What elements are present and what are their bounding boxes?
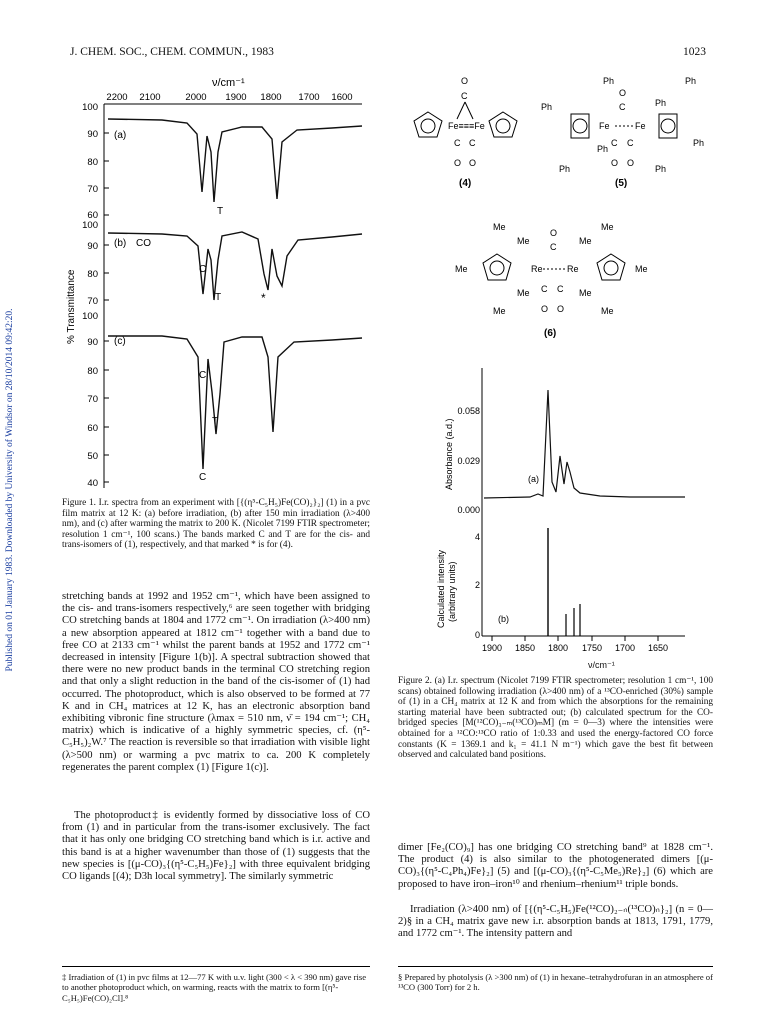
footnote-left: ‡ Irradiation of (1) in pvc films at 12—77 K with u.v. light (300 < λ < 390 nm) gave rise to another photoproduct which, on warming, reacts with the matrix to form [(η⁵-C₅H₅)Fe(CO)₂Cl].⁸ <box>62 972 367 1003</box>
fig1-ytick: 100 <box>82 220 98 231</box>
svg-text:Ph: Ph <box>597 144 609 154</box>
footnote-divider <box>398 966 713 967</box>
fig2-ytick: 2 <box>474 580 480 590</box>
fig1-mark-star: * <box>261 291 266 305</box>
fig1-top-tick: 1600 <box>331 92 353 103</box>
fig2-ylabel-top: Absorbance (a.d.) <box>444 418 454 490</box>
svg-text:C: C <box>461 91 468 101</box>
svg-text:Ph: Ph <box>559 164 571 174</box>
svg-text:C: C <box>627 138 634 148</box>
fig1-ytick: 70 <box>87 394 98 405</box>
fig2-xtick: 1850 <box>514 643 536 653</box>
structure-5-label: (5) <box>615 178 628 189</box>
footnote-right: § Prepared by photolysis (λ >300 nm) of (1) in hexane–tetrahydrofuran in an atmosphere of ¹³CO (300 Torr) for 2 h. <box>398 972 713 993</box>
fig1-ytick: 70 <box>87 184 98 195</box>
figure1-caption: Figure 1. I.r. spectra from an experiment with [{(η⁵-C₅H₅)Fe(CO)₂}₂] (1) in a pvc film matrix at 12 K: (a) before irradiation, (b) after 150 min irradiation (λ>400 nm), and (c) after warming the matrix to 200 K. (Nicolet 7199 FTIR spectrometer; resolution 1 cm⁻¹, 100 scans.) The bands marked C and T are for the cis- and trans-isomers of (1), respectively, and that marked * is for (4). <box>62 498 370 551</box>
fig1-ytick: 90 <box>87 241 98 252</box>
fig2-xtick: 1900 <box>481 643 503 653</box>
fig2-xtick: 1700 <box>614 643 636 653</box>
svg-text:C: C <box>550 242 557 252</box>
fig1-ytick: 40 <box>87 478 98 489</box>
svg-text:C: C <box>611 138 618 148</box>
svg-text:Re: Re <box>531 264 543 274</box>
svg-text:Me: Me <box>579 288 592 298</box>
fig2-ylabel-bottom-1: Calculated intensity <box>436 549 446 628</box>
footnote-divider <box>62 966 370 967</box>
svg-text:Me: Me <box>455 264 468 274</box>
fig2-label-a: (a) <box>528 474 539 484</box>
svg-text:Me: Me <box>635 264 648 274</box>
fig1-ytick: 80 <box>87 366 98 377</box>
svg-text:Fe: Fe <box>635 121 646 131</box>
page-number: 1023 <box>683 46 706 58</box>
fig1-top-tick: 1900 <box>225 92 247 103</box>
svg-text:Me: Me <box>493 306 506 316</box>
fig1-ytick: 60 <box>87 423 98 434</box>
fig2-xtick: 1800 <box>547 643 569 653</box>
body-left-paragraph-2: The photoproduct‡ is evidently formed by dissociative loss of CO from (1) and in particular from the trans-isomer exclusively. The fact that it has only one bridging CO stretching band which is i.r. active and this band is at a higher wavenumber than those of (1) suggests that the new species is [(μ-CO)₃{(η⁵-C₅H₅)Fe}₂] with three equivalent bridging CO ligands [(4); D3h local symmetry]. The similarly symmetric <box>62 810 370 883</box>
fig2-ylabel-bottom-2: (arbitrary units) <box>447 561 457 622</box>
fig1-ytick: 90 <box>87 337 98 348</box>
fig1-panel-c-label: (c) <box>114 336 126 347</box>
fig1-top-tick: 1800 <box>260 92 282 103</box>
fig1-ytick: 80 <box>87 157 98 168</box>
fig1-top-axis-label: ν/cm⁻¹ <box>212 77 245 89</box>
fig1-ytick: 70 <box>87 296 98 307</box>
figure1-spectra <box>62 74 372 492</box>
fig2-label-b: (b) <box>498 614 509 624</box>
structure-6 <box>455 222 648 339</box>
svg-text:O: O <box>461 76 469 86</box>
svg-text:C: C <box>454 138 461 148</box>
fig1-panel-b-co: CO <box>136 238 151 249</box>
svg-text:C: C <box>619 102 626 112</box>
structure-4 <box>414 76 517 189</box>
svg-text:O: O <box>541 304 549 314</box>
fig1-panel-a-label: (a) <box>114 130 127 141</box>
fig2-ytick: 0.000 <box>457 505 480 515</box>
fig2-ytick: 0 <box>474 630 480 640</box>
fig1-top-tick: 2200 <box>106 92 128 103</box>
svg-text:O: O <box>611 158 619 168</box>
fig1-ytick: 50 <box>87 451 98 462</box>
fig2-xlabel: ν/cm⁻¹ <box>588 660 615 670</box>
svg-text:O: O <box>550 228 558 238</box>
svg-text:Ph: Ph <box>693 138 705 148</box>
fig2-ytick: 0.029 <box>457 456 480 466</box>
structure-6-label: (6) <box>544 328 557 339</box>
svg-text:O: O <box>627 158 635 168</box>
fig1-mark-T: T <box>215 292 222 303</box>
fig1-top-tick: 1700 <box>298 92 320 103</box>
structure-4-label: (4) <box>459 178 472 189</box>
fig1-panel-b-label: (b) <box>114 238 127 249</box>
figure2-caption: Figure 2. (a) I.r. spectrum (Nicolet 7199 FTIR spectrometer; resolution 1 cm⁻¹, 100 scans) obtained following irradiation (λ>400 nm) of a ¹³CO-enriched (30%) sample of (1) in a CH₄ matrix at 12 K and from which the absorptions for the remaining starting material have been subtracted out; (b) calculated spectrum for the CO-bridged species [M(¹²CO)₃₋ₘ(¹³CO)ₘM] (m = 0—3) where the intensities were obtained for a ¹²CO:¹³CO ratio of 1:0.33 and used the energy-factored CO force constants (K = 1369.1 and k₁ = 41.1 N m⁻¹) which gave the best fit between observed and calculated band positions. <box>398 676 713 761</box>
svg-text:Ph: Ph <box>685 76 697 86</box>
svg-text:O: O <box>619 88 627 98</box>
svg-text:Me: Me <box>493 222 506 232</box>
svg-text:Me: Me <box>517 236 530 246</box>
svg-text:O: O <box>454 158 462 168</box>
fig1-mark-T: T <box>217 206 224 217</box>
svg-text:Ph: Ph <box>603 76 615 86</box>
fig1-ytick: 60 <box>87 210 98 221</box>
structure-5 <box>541 76 704 189</box>
svg-text:Re: Re <box>567 264 579 274</box>
download-note: Published on 01 January 1983. Downloaded by University of Windsor on 28/10/2014 09:42:20. <box>5 308 15 672</box>
fig1-ytick: 90 <box>87 129 98 140</box>
figure2-spectra <box>430 360 700 660</box>
fig1-ylabel: % Transmittance <box>66 269 77 344</box>
fig1-mark-C: C <box>199 370 207 381</box>
fig2-ytick: 4 <box>474 532 480 542</box>
svg-text:Me: Me <box>601 306 614 316</box>
svg-text:Me: Me <box>517 288 530 298</box>
svg-text:C: C <box>541 284 548 294</box>
svg-text:Me: Me <box>601 222 614 232</box>
svg-text:Ph: Ph <box>655 164 667 174</box>
body-left-paragraph: stretching bands at 1992 and 1952 cm⁻¹, which have been assigned to the cis- and trans-isomers respectively,⁶ are seen together with bridging CO stretching bands at 1804 and 1772 cm⁻¹. On irradiation (λ>400 nm) a new absorption appeared at 1812 cm⁻¹ together with a band due to free CO at 2133 cm⁻¹ whilst the parent bands at 1952 and 1772 cm⁻¹ decreased in intensity [Figure 1(b)]. A spectral subtraction showed that there were no new product bands in the terminal CO stretching region and that only a slight reduction in the band of the cis-isomer of (1) had occurred. The photoproduct, which is also observed to be formed at 77 K and in CH₄ matrices at 12 K, has an electronic absorption band exhibiting vibronic fine structure (λmax = 510 nm, ν̄ = 194 cm⁻¹; CH₄ matrix) which is indicative of a highly symmetric species, cf. (η⁵-C₅H₅)₂W.⁷ The reaction is reversible so that irradiation with visible light (λ>500 nm) or warming a pvc matrix to ca. 200 K completely regenerates the parent complex (1) [Figure 1(c)]. <box>62 591 370 773</box>
journal-header: J. CHEM. SOC., CHEM. COMMUN., 1983 <box>70 46 274 58</box>
fig1-trace-c <box>108 336 362 469</box>
fig1-mark-C: C <box>199 472 207 483</box>
svg-text:Me: Me <box>579 236 592 246</box>
svg-text:Fe≡≡≡Fe: Fe≡≡≡Fe <box>448 121 485 131</box>
svg-text:O: O <box>557 304 565 314</box>
svg-text:C: C <box>557 284 564 294</box>
fig1-top-tick: 2000 <box>185 92 207 103</box>
fig2-trace-a <box>484 390 685 498</box>
body-right-paragraph: dimer [Fe₂(CO)₉] has one bridging CO stretching band⁹ at 1828 cm⁻¹. The product (4) is also similar to the photogenerated dimers [(μ-CO)₃{(η⁵-C₄Ph₄)Fe}₂] (5) and [(μ-CO)₃{(η⁵-C₅Me₅)Re}₂] (6) which are proposed to have iron–iron¹⁰ and rhenium–rhenium¹¹ triple bonds. <box>398 842 713 890</box>
fig1-mark-C: C <box>199 264 207 275</box>
fig1-trace-a <box>108 119 362 202</box>
fig1-ytick: 80 <box>87 269 98 280</box>
fig2-xtick: 1650 <box>647 643 669 653</box>
fig2-ytick: 0.058 <box>457 406 480 416</box>
svg-text:C: C <box>469 138 476 148</box>
structures-panel <box>393 74 713 352</box>
fig2-xtick: 1750 <box>581 643 603 653</box>
fig1-ytick: 100 <box>82 311 98 322</box>
fig1-mark-T: T <box>212 416 219 427</box>
fig1-ytick: 100 <box>82 102 98 113</box>
svg-text:Ph: Ph <box>655 98 667 108</box>
body-right-paragraph-2: Irradiation (λ>400 nm) of [{(η⁵-C₅H₅)Fe(¹²CO)₂₋ₙ(¹³CO)ₙ}₂] (n = 0—2)§ in a CH₄ matrix gave new i.r. absorption bands at 1813, 1791, 1779, and 1772 cm⁻¹. The intensity pattern and <box>398 904 713 940</box>
svg-text:Ph: Ph <box>541 102 553 112</box>
svg-text:Fe: Fe <box>599 121 610 131</box>
fig1-top-tick: 2100 <box>139 92 161 103</box>
svg-text:O: O <box>469 158 477 168</box>
